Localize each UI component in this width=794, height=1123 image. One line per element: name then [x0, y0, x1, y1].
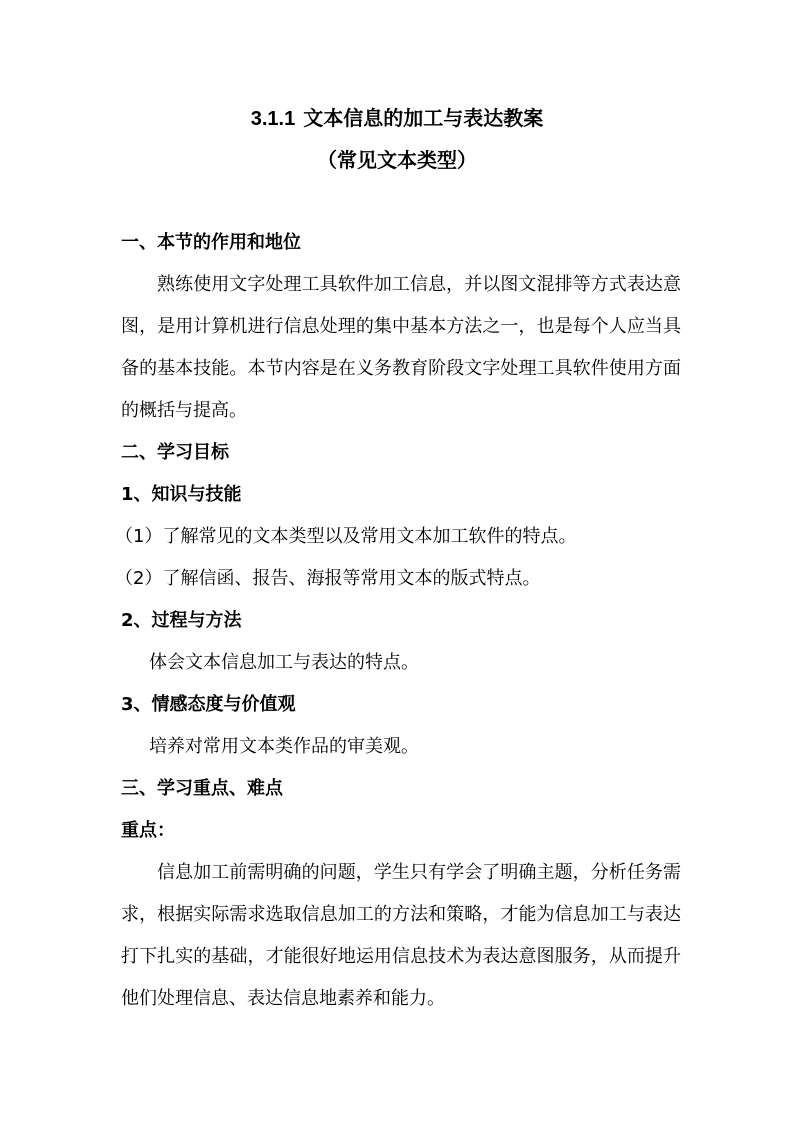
- attitude-values-text: 培养对常用文本类作品的审美观。: [149, 736, 419, 757]
- process-method-heading: 2、过程与方法: [121, 610, 242, 631]
- document-subtitle: （常见文本类型）: [317, 148, 477, 172]
- key-points-paragraph: 信息加工前需明确的问题，学生只有学会了明确主题，分析任务需求，根据实际需求选取信息加工的方法和策略，才能为信息加工与表达打下扎实的基础，才能很好地运用信息技术为表达意图服务，从而提升他们处理信息、表达信息地素养和能力。: [121, 862, 681, 1009]
- title-number: 3.1.1: [250, 108, 296, 130]
- section-1-heading: 一、本节的作用和地位: [121, 232, 301, 253]
- attitude-values-heading: 3、情感态度与价值观: [121, 694, 296, 715]
- document-title: [0, 106, 794, 131]
- knowledge-item-2: （2）了解信函、报告、海报等常用文本的版式特点。: [115, 568, 541, 589]
- key-points-heading: 重点：: [121, 820, 175, 841]
- section-1-paragraph: 熟练使用文字处理工具软件加工信息，并以图文混排等方式表达意图，是用计算机进行信息处理的集中基本方法之一，也是每个人应当具备的基本技能。本节内容是在义务教育阶段文字处理工具软件使用方面的概括与提高。: [121, 274, 681, 421]
- knowledge-skills-heading: 1、知识与技能: [121, 484, 242, 505]
- process-method-text: 体会文本信息加工与表达的特点。: [149, 652, 419, 673]
- title-text: 文本信息的加工与表达教案: [303, 106, 544, 130]
- document-body: [115, 222, 681, 1020]
- knowledge-item-1: （1）了解常见的文本类型以及常用文本加工软件的特点。: [115, 526, 577, 547]
- section-3-heading: 三、学习重点、难点: [121, 778, 283, 799]
- section-2-heading: 二、学习目标: [121, 442, 229, 463]
